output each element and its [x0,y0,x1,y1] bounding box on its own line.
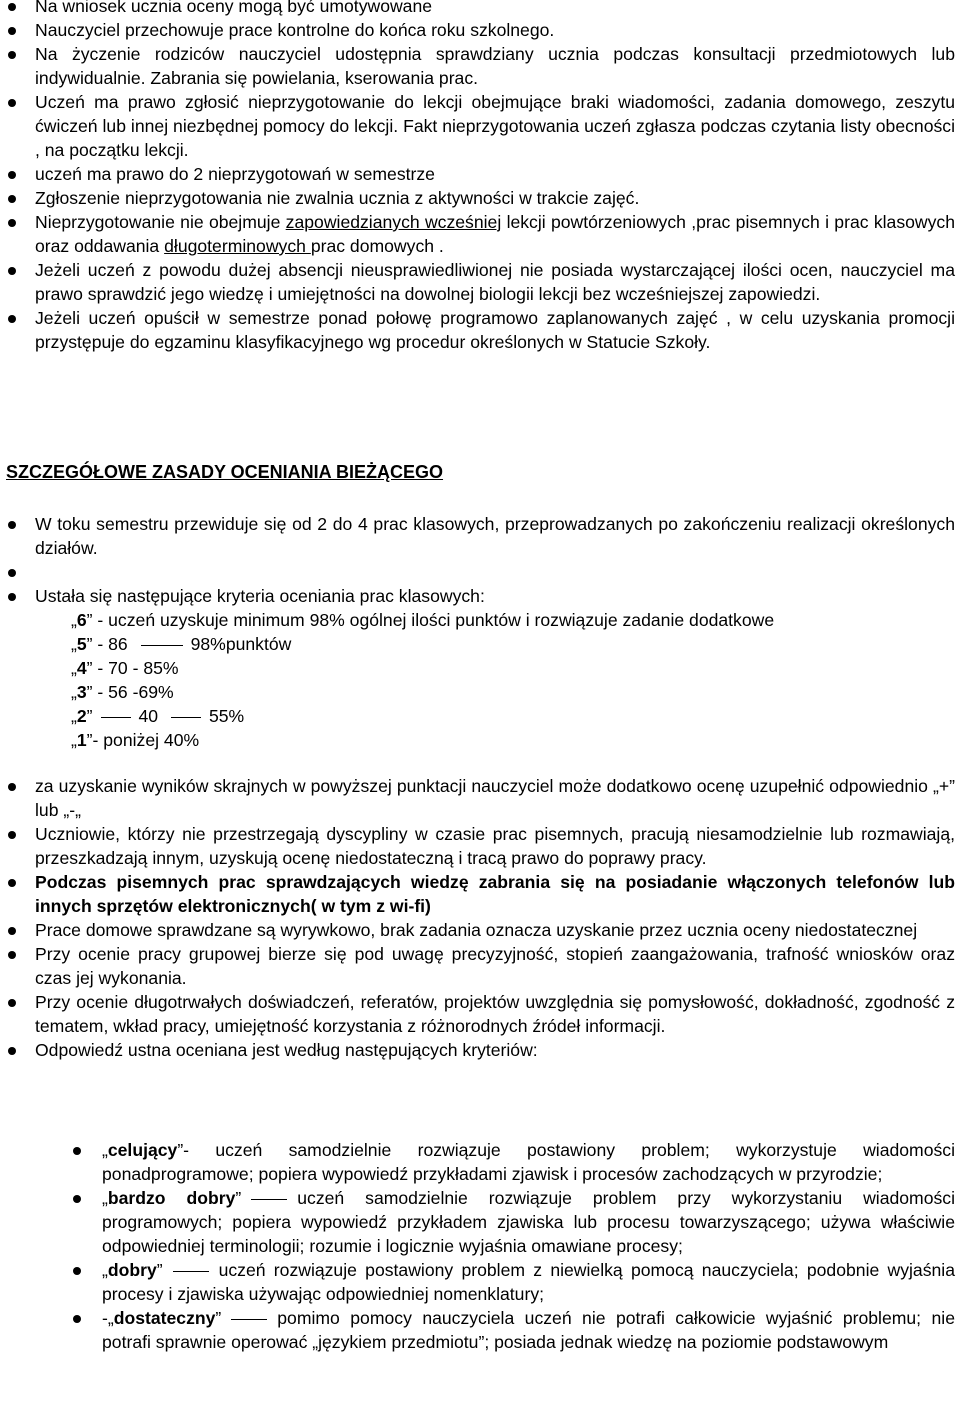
criteria-item: -„dostateczny” pomimo pomocy nauczyciela uczeń nie potrafi całkowicie wyjaśnić problemu; nie potrafi sprawnie operować „językiem przedmiotu”; posiada jednak wiedzę na poziomie podstawowym [102,1308,955,1352]
list-item: Prace domowe sprawdzane są wyrywkowo, brak zadania oznacza uzyskanie przez ucznia oceny niedostatecznej [35,918,955,942]
criteria-item: „dobry” uczeń rozwiązuje postawiony problem z niewielką pomocą nauczyciela; podobnie wyjaśnia procesy i zjawiska używając odpowiedniej nomenklatury; [102,1260,955,1304]
rules-list-2 [35,774,955,1062]
list-item: Na wniosek ucznia oceny mogą być umotywowane [35,0,955,18]
list-item [35,870,955,918]
oral-criteria-list [102,1138,955,1354]
list-item: Jeżeli uczeń z powodu dużej absencji nieusprawiedliwionej nie posiada wystarczającej ilości ocen, nauczyciel ma prawo sprawdzić jego wiedzę i umiejętności na dowolnej biologii lekcji bez wcześniejszej zapowiedzi. [35,260,955,304]
list-item: Jeżeli uczeń opuścił w semestrze ponad połowę programowo zaplanowanych zajęć , w celu uzyskania promocji przystępuje do egzaminu klasyfikacyjnego wg procedur określonych w Statucie Szkoły. [35,308,955,352]
criteria-title: Ustała się następujące kryteria oceniania prac klasowych: [35,586,485,606]
rules-list [35,0,955,354]
grade-row: „4” - 70 - 85% [71,658,179,678]
grade-row: „1”- poniżej 40% [71,730,200,750]
list-item: Odpowiedź ustna oceniana jest według następujących kryteriów: [35,1038,955,1062]
list-item: Przy ocenie długotrwałych doświadczeń, referatów, projektów uwzględnia się pomysłowość, dokładność, zgodność z tematem, wkład pracy, umiejętność korzystania z różnorodnych źródeł informacji. [35,992,955,1036]
list-item: Nauczyciel przechowuje prace kontrolne do końca roku szkolnego. [35,18,955,42]
criteria-block [35,584,955,752]
underlined-text: długoterminowych [164,236,311,256]
list-item: W toku semestru przewiduje się od 2 do 4 prac klasowych, przeprowadzanych po zakończeniu realizacji określonych działów. [35,514,955,558]
criteria-item: „celujący”- uczeń samodzielnie rozwiązuje postawiony problem; wykorzystuje wiadomości ponadprogramowe; popiera wypowiedź przykładami zjawisk i procesów zachodzących w przyrodzie; [102,1140,955,1184]
list-item-unprepared [35,210,955,258]
list-item: za uzyskanie wyników skrajnych w powyższej punktacji nauczyciel może dodatkowo ocenę uzupełnić odpowiednio „+” lub „-„ [35,776,955,820]
grade-row: „5” - 86 98%punktów [71,634,292,654]
text: lekcji powtórzeniowych ,prac pisemnych i prac klasowych oraz oddawania [35,212,955,256]
assessment-list [35,512,955,752]
underlined-text: zapowiedzianych wcześniej [285,212,502,232]
grade-row: „3” - 56 -69% [71,682,174,702]
list-item-empty [35,560,955,584]
text: Nieprzygotowanie nie obejmuje [35,212,286,232]
list-item: Przy ocenie pracy grupowej bierze się pod uwagę precyzyjność, stopień zaangażowania, trafność wniosków oraz czas jej wykonania. [35,944,955,988]
grade-row: „2” 40 55% [71,706,245,726]
section-heading: SZCZEGÓŁOWE ZASADY OCENIANIA BIEŻĄCEGO [6,462,444,482]
bold-text: Podczas pisemnych prac sprawdzających wiedzę zabrania się na posiadanie włączonych telefonów lub innych sprzętów elektronicznych( w tym z wi-fi) [35,872,955,916]
criteria-item: „bardzo dobry” uczeń samodzielnie rozwiązuje problem przy wykorzystaniu wiadomości programowych; popiera wypowiedź przykładem zjawiska lub procesu towarzyszącego; używa właściwie odpowiedniej terminologii; rozumie i logicznie wyjaśnia omawiane procesy; [102,1188,955,1256]
grade-scale [71,608,955,752]
list-item: Na życzenie rodziców nauczyciel udostępnia sprawdziany ucznia podczas konsultacji przedmiotowych lub indywidualnie. Zabrania się powielania, kserowania prac. [35,44,955,88]
grade-row: „6” - uczeń uzyskuje minimum 98% ogólnej ilości punktów i rozwiązuje zadanie dodatkowe [71,610,775,630]
list-item: Uczniowie, którzy nie przestrzegają dyscypliny w czasie prac pisemnych, pracują niesamodzielnie lub rozmawiają, przeszkadzają innym, uzyskują ocenę niedostateczną i tracą prawo do poprawy pracy. [35,824,955,868]
text: prac domowych . [310,236,444,256]
list-item: uczeń ma prawo do 2 nieprzygotowań w semestrze [35,162,955,186]
list-item: Zgłoszenie nieprzygotowania nie zwalnia ucznia z aktywności w trakcie zajęć. [35,186,955,210]
list-item: Uczeń ma prawo zgłosić nieprzygotowanie do lekcji obejmujące braki wiadomości, zadania domowego, zeszytu ćwiczeń lub innej niezbędnej pomocy do lekcji. Fakt nieprzygotowania uczeń zgłasza podczas czytania listy obecności , na początku lekcji. [35,92,955,160]
